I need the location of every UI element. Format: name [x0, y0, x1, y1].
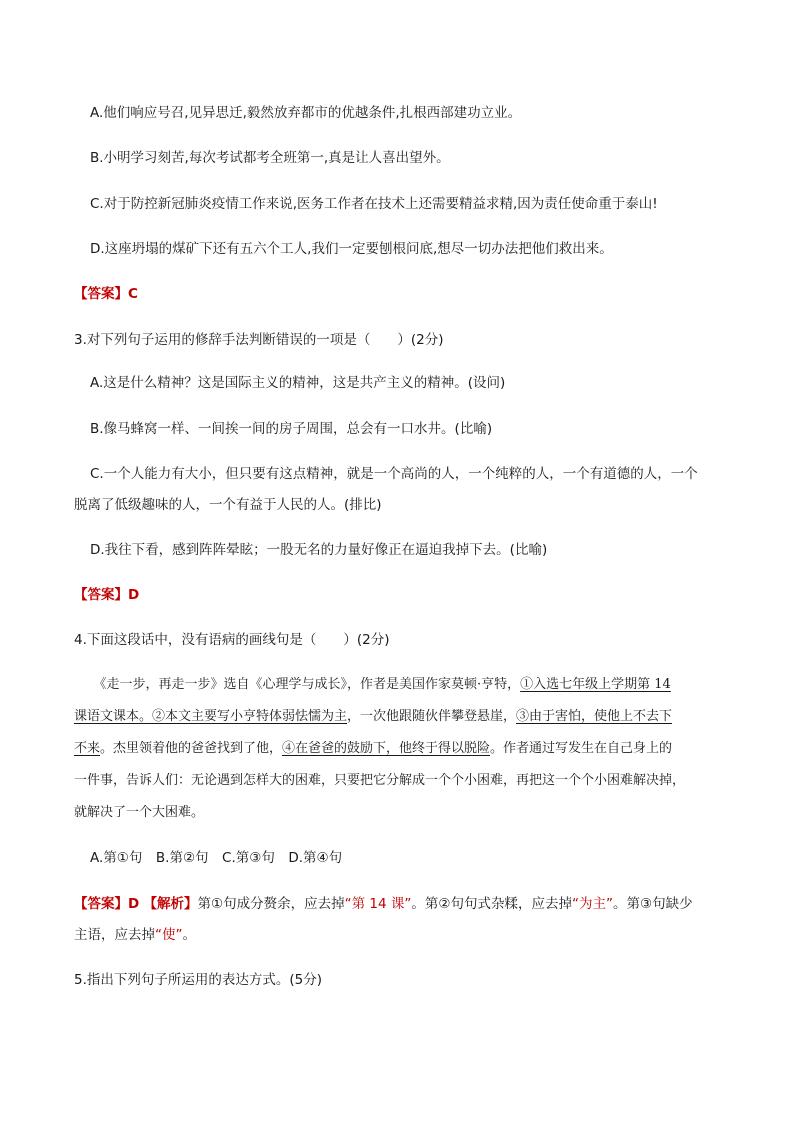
q4-passage-line-2: 课语文课本。②本文主要写小亨特体弱怯懦为主，一次他跟随伙伴攀登悬崖，③由于害怕，使他上不去下	[74, 709, 673, 724]
q4-passage-line-3: 不来。杰里领着他的爸爸找到了他，④在爸爸的鼓励下，他终于得以脱险。作者通过写发生在自己身上的	[74, 741, 673, 756]
q4-passage-line-5: 就解决了一个大困难。	[74, 805, 205, 820]
answer-label: 【答案】	[74, 896, 128, 912]
q2-answer	[74, 284, 138, 304]
q3-stem: 3.对下列句子运用的修辞手法判断错误的一项是（ ）(2分)	[74, 332, 444, 348]
analysis-label: 【解析】	[143, 896, 198, 912]
answer-value: D	[128, 587, 140, 603]
q2-option-c: C.对于防控新冠肺炎疫情工作来说,医务工作者在技术上还需要精益求精,因为责任使命重于泰山!	[90, 196, 658, 212]
q4-passage-line-4: 一件事，告诉人们：无论遇到怎样大的困难，只要把它分解成一个个小困难，再把这一个个小困难解决掉，	[74, 773, 686, 788]
answer-label: 【答案】	[74, 587, 128, 603]
underlined-sentence-4: ④在爸爸的鼓励下，他终于得以脱险	[282, 741, 491, 756]
answer-value: C	[128, 286, 138, 302]
underlined-sentence-2: ②本文主要写小亨特体弱怯懦为主	[152, 709, 348, 724]
answer-value: D	[128, 896, 140, 912]
underlined-sentence-1: ①入选七年级上学期第 14	[520, 677, 671, 692]
q4-stem: 4.下面这段话中，没有语病的画线句是（ ）(2分)	[74, 632, 390, 648]
q2-option-d: D.这座坍塌的煤矿下还有五六个工人,我们一定要刨根问底,想尽一切办法把他们救出来。	[90, 241, 613, 257]
underlined-sentence-3-cont: 不来	[74, 741, 101, 756]
q3-option-b: B.像马蜂窝一样、一间挨一间的房子周围，总会有一口水井。(比喻)	[90, 421, 493, 437]
q4-answer: 【答案】D 【解析】第①句成分赘余，应去掉“第 14 课”。第②句句式杂糅，应去掉“为主”。第③句缺少	[74, 896, 693, 912]
underlined-sentence-1-cont: 课语文课本。	[74, 709, 153, 724]
q4-choices: A.第①句 B.第②句 C.第③句 D.第④句	[90, 850, 343, 866]
q5-stem: 5.指出下列句子所运用的表达方式。(5分)	[74, 972, 323, 988]
q4-analysis-cont: 主语，应去掉“使”。	[74, 927, 196, 943]
q3-option-c: C.一个人能力有大小，但只要有这点精神，就是一个高尚的人，一个纯粹的人，一个有道德的人，一个	[90, 466, 698, 482]
underlined-sentence-3: ③由于害怕，使他上不去下	[516, 709, 673, 724]
q3-option-a: A.这是什么精神？这是国际主义的精神，这是共产主义的精神。(设问)	[90, 375, 506, 391]
q3-option-d: D.我往下看，感到阵阵晕眩；一股无名的力量好像正在逼迫我掉下去。(比喻)	[90, 542, 548, 558]
q4-passage-line-1: 《走一步，再走一步》选自《心理学与成长》，作者是美国作家莫顿·亨特，①入选七年级上学期第 14	[74, 677, 671, 692]
q2-option-a: A.他们响应号召,见异思迁,毅然放弃都市的优越条件,扎根西部建功立业。	[90, 105, 522, 121]
q3-option-c-cont: 脱离了低级趣味的人，一个有益于人民的人。(排比)	[74, 497, 382, 513]
q2-option-b: B.小明学习刻苦,每次考试都考全班第一,真是让人喜出望外。	[90, 150, 450, 166]
answer-label: 【答案】	[74, 286, 128, 302]
q3-answer	[74, 585, 139, 605]
